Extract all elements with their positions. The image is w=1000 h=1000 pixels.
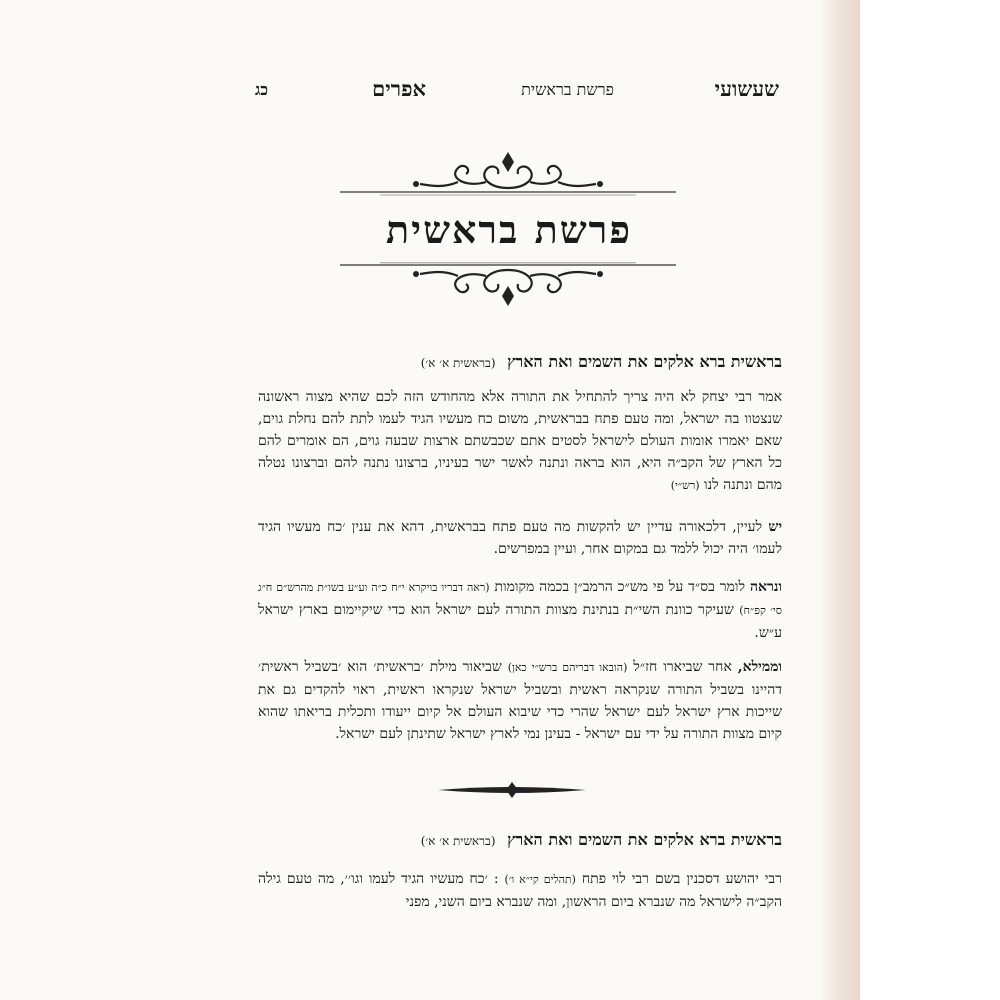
paragraph-text: שעיקר כוונת השי״ת בנתינת מצוות התורה לעם ישראל הוא כדי שיקיימום בארץ ישראל ע״ש.: [258, 602, 782, 641]
rashi-reference: (רש״י): [670, 479, 700, 492]
midrash-quote-text: רבי יהושע דסכנין בשם רבי לוי פתח: [581, 871, 783, 887]
midrash-reference: (תהלים קי״א ו׳): [504, 873, 576, 886]
running-head-book-right: אפרים: [372, 76, 426, 101]
bottom-ornament: [340, 262, 676, 310]
paragraph-text: לומר בס״ד על פי מש״כ הרמב״ן בכמה מקומות: [494, 579, 746, 595]
verse-reference: (בראשית א׳ א׳): [420, 834, 496, 848]
running-head: [255, 76, 779, 106]
chapter-title: [345, 196, 673, 264]
verse-text: בראשית ברא אלקים את השמים ואת הארץ: [507, 352, 782, 371]
paragraph-lead-word: ונראה: [749, 579, 783, 595]
chapter-title-text: פרשת בראשית: [385, 207, 633, 252]
paragraph: [258, 656, 782, 745]
section-heading: [258, 830, 782, 850]
section-divider: [438, 780, 586, 800]
verse-reference: (בראשית א׳ א׳): [420, 356, 496, 370]
page-edge: [820, 0, 860, 1000]
rashi-quote-text: אמר רבי יצחק לא היה צריך להתחיל את התורה אלא מהחודש הזה לכם שהיא מצוה ראשונה שנצטוו בה ישראל, ומה טעם פתח בבראשית, משום כח מעשיו הגיד לעמו לתת להם נחלת גוים, שאם יאמרו אומות העולם לישראל לסטים אתם שכבשתם ארצות שבעה גוים, הם אומרים להם כל הארץ של הקב״ה היא, הוא בראה ונתנה לאשר ישר בעיניו, ברצונו נתנה להם וברצונו נטלה מהם ונתנה לנו: [258, 389, 782, 493]
midrash-quote-text: : ׳כח מעשיו הגיד לעמו וגו׳׳, מה טעם גילה הקב״ה לישראל מה שנברא ביום הראשון, ומה שנברא ביום השני, מפני: [258, 871, 782, 910]
paragraph: [258, 516, 782, 560]
page-number: כג: [255, 80, 269, 99]
section-heading: [258, 352, 782, 372]
verse-text: בראשית ברא אלקים את השמים ואת הארץ: [507, 830, 782, 849]
paragraph-text: אחר שביארו חז״ל: [633, 659, 732, 675]
paragraph-citation: (הובאו דבריהם ברש״י כאן): [507, 661, 628, 674]
paragraph-text: לעיין, דלכאורה עדיין יש להקשות מה טעם פתח בבראשית, דהא את ענין ׳כח מעשיו הגיד לעמו׳ היה יכול ללמד גם במקום אחר, ועיין במפרשים.: [258, 519, 782, 557]
running-head-section: פרשת בראשית: [521, 80, 614, 99]
paragraph: [258, 576, 782, 644]
rashi-quote: [258, 386, 802, 497]
paragraph-text: שביאור מילת ׳בראשית׳ הוא ׳בשביל ראשית׳ דהיינו בשביל התורה שנקראה ראשית ובשביל ישראל שנקראו ראשית, ראוי להקדים גם את שייכות ארץ ישראל לעם ישראל שהרי כדי שיבוא העולם אל קיום ייעודו ותכלית בריאתו שהוא קיום מצוות התורה על ידי עם ישראל - בעינן נמי לארץ ישראל שתינתן לעם ישראל.: [258, 659, 782, 742]
top-ornament: [340, 148, 676, 196]
running-head-book-left: שעשועי: [714, 76, 779, 101]
paragraph-citation: (ראה דבריו בויקרא י״ח כ״ה וע״ע בשו״ת מהרש״ם ח״ג סי׳ קפ״ח): [258, 581, 782, 617]
paragraph-lead-word: וממילא,: [737, 659, 783, 675]
background: [860, 0, 1000, 1000]
midrash-quote: [258, 868, 802, 913]
paragraph-lead-word: יש: [768, 519, 782, 535]
